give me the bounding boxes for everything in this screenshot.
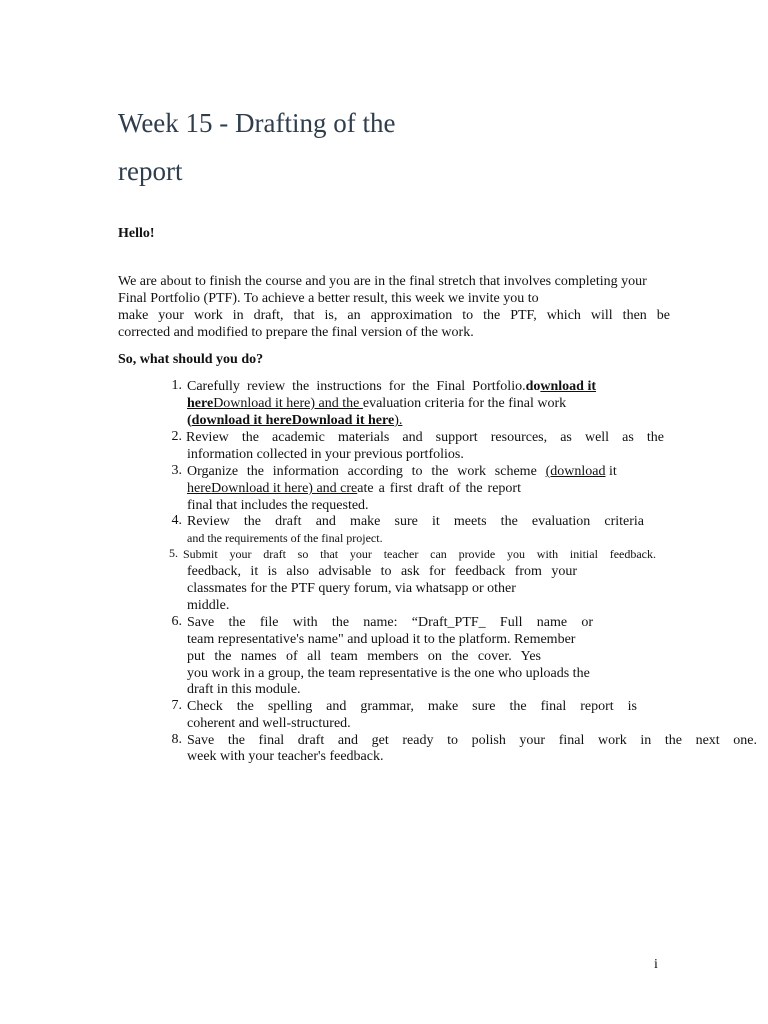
list-item-line: draft in this module. — [187, 682, 301, 697]
list-item-line: and the requirements of the final project. — [187, 531, 383, 545]
download-link[interactable]: Download it here) and cre — [211, 481, 358, 496]
intro-line: Final Portfolio (PTF). To achieve a better result, this week we invite you to — [118, 291, 539, 306]
intro-line: corrected and modified to prepare the final version of the work. — [118, 325, 474, 340]
download-link[interactable]: (download — [545, 464, 606, 479]
download-link[interactable]: wnload it — [540, 379, 597, 394]
list-item-line: Review the draft and make sure it meets the evaluation criteria — [187, 514, 644, 529]
list-item-line — [187, 480, 521, 497]
list-number: 8. — [171, 732, 182, 747]
list-item-line: information collected in your previous portfolios. — [187, 447, 464, 462]
list-item-line: coherent and well-structured. — [187, 716, 351, 731]
page-number: i — [654, 957, 658, 972]
list-text: ate a first draft of the report — [357, 481, 521, 496]
page-title-line-2: report — [118, 156, 183, 186]
list-text: Organize the information according to the work scheme — [187, 464, 546, 479]
list-item-line: classmates for the PTF query forum, via whatsapp or other — [187, 581, 516, 596]
question-heading: So, what should you do? — [118, 352, 264, 367]
list-item-line: feedback, it is also advisable to ask for feedback from your — [187, 564, 577, 579]
list-item-line: you work in a group, the team representative is the one who uploads the — [187, 666, 590, 681]
list-number: 5. — [169, 546, 178, 560]
list-text: ). — [394, 413, 403, 428]
greeting: Hello! — [118, 226, 155, 241]
list-item-line: Review the academic materials and support resources, as well as the — [186, 430, 664, 445]
list-item-line: Save the file with the name: “Draft_PTF_ Full name or — [187, 615, 593, 630]
list-number: 1. — [171, 378, 182, 393]
list-item-line: Submit your draft so that your teacher can provide you with initial feedback. — [183, 547, 656, 561]
intro-paragraph — [118, 273, 670, 341]
list-item-line: Check the spelling and grammar, make sure the final report is — [187, 699, 637, 714]
page-title-line-1: Week 15 - Drafting of the — [118, 108, 396, 138]
list-item-line: middle. — [187, 598, 230, 613]
download-link[interactable]: here — [187, 481, 212, 496]
list-text: evaluation criteria for the final work — [362, 396, 567, 411]
list-item-line: final that includes the requested. — [187, 498, 369, 513]
intro-line: make your work in draft, that is, an approximation to the PTF, which will then be — [118, 308, 670, 323]
list-number: 6. — [171, 614, 182, 629]
list-item-line — [187, 412, 446, 429]
intro-line: We are about to finish the course and you are in the final stretch that involves completing your — [118, 274, 647, 289]
list-item-line — [187, 395, 566, 412]
list-item-line: week with your teacher's feedback. — [187, 749, 384, 764]
list-item-line: team representative's name" and upload it to the platform. Remember — [187, 632, 576, 647]
list-number: 7. — [171, 698, 182, 713]
list-text: Carefully review the instructions for the Final Portfolio. — [187, 379, 526, 394]
list-number: 2. — [171, 429, 182, 444]
list-item-line — [187, 378, 610, 395]
download-link[interactable]: Download it here) and the — [213, 396, 363, 411]
list-item-line — [187, 463, 617, 480]
download-link[interactable]: Download it here — [291, 413, 395, 428]
list-number: 4. — [171, 513, 182, 528]
list-text-bold: do — [525, 379, 541, 394]
download-link[interactable]: here — [187, 396, 214, 411]
download-link[interactable]: download it here — [191, 413, 292, 428]
list-number: 3. — [171, 463, 182, 478]
list-item-line: Save the final draft and get ready to polish your final work in the next one. — [187, 733, 757, 748]
list-item-line: put the names of all team members on the cover. Yes — [187, 649, 541, 664]
list-text: it — [605, 464, 617, 479]
list-text: ( — [187, 413, 192, 428]
